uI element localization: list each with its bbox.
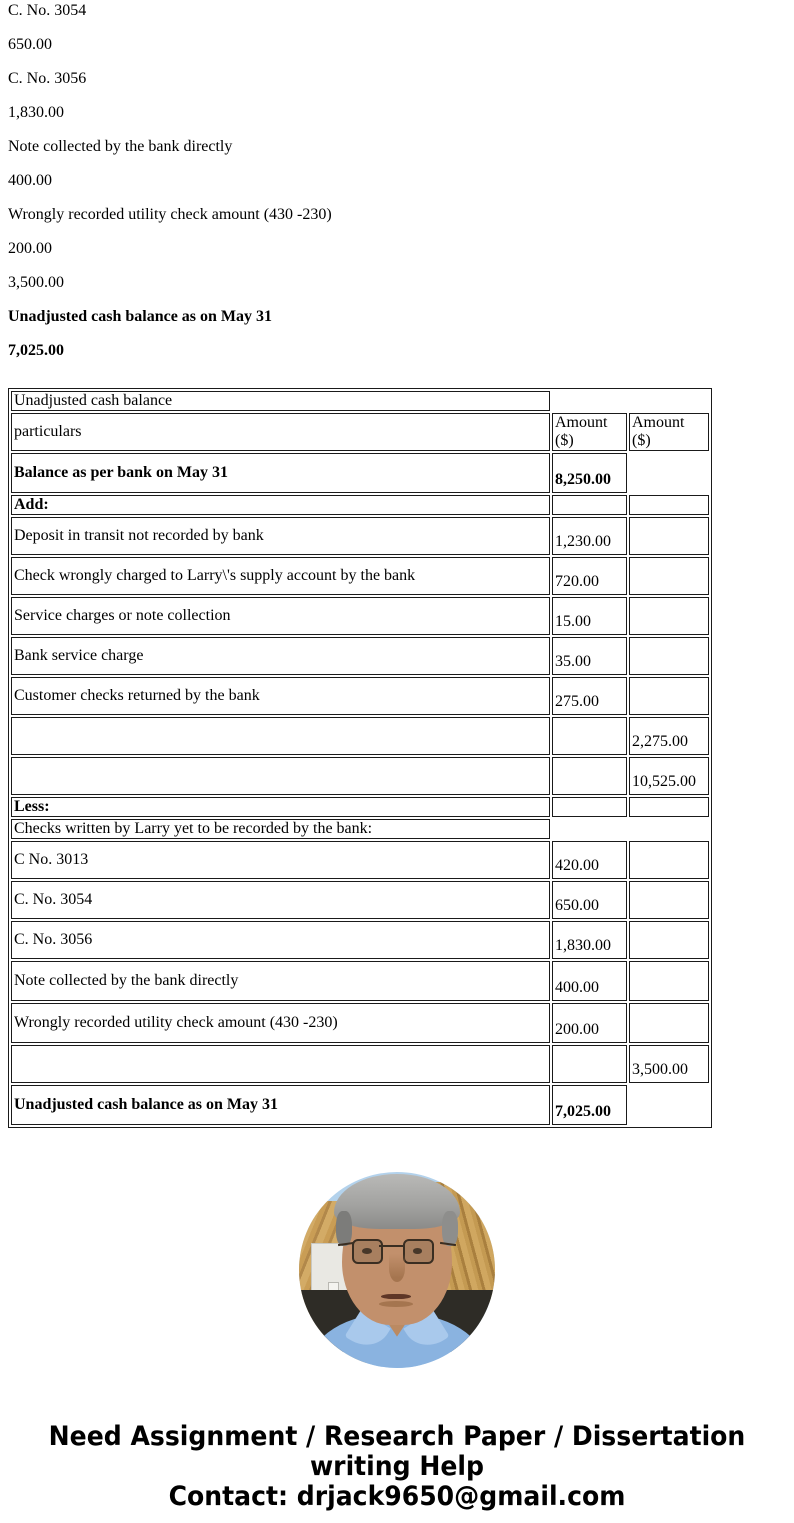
amount1-cell: 35.00 bbox=[552, 637, 627, 675]
text-line: 200.00 bbox=[8, 240, 52, 257]
glasses-left-lens bbox=[352, 1239, 383, 1265]
text-line-bold: Unadjusted cash balance as on May 31 bbox=[8, 308, 273, 325]
particulars-cell: C. No. 3054 bbox=[11, 881, 550, 919]
table-row bbox=[11, 637, 709, 675]
amount2-cell bbox=[629, 517, 709, 555]
mouth bbox=[381, 1294, 410, 1300]
amount1-cell bbox=[552, 495, 627, 515]
amount2-header-cell: Amount ($) bbox=[629, 413, 709, 451]
amount2-cell bbox=[629, 597, 709, 635]
particulars-cell: Check wrongly charged to Larry\'s supply account by the bank bbox=[11, 557, 550, 595]
table-row bbox=[11, 391, 709, 411]
amount2-cell bbox=[629, 961, 709, 1001]
amount2-cell bbox=[629, 841, 709, 879]
particulars-cell: Less: bbox=[11, 797, 550, 817]
particulars-cell: Checks written by Larry yet to be recorded by the bank: bbox=[11, 819, 550, 839]
amount1-cell: 7,025.00 bbox=[552, 1085, 627, 1125]
amount2-cell bbox=[629, 677, 709, 715]
particulars-cell: Balance as per bank on May 31 bbox=[11, 453, 550, 493]
particulars-cell: Unadjusted cash balance as on May 31 bbox=[11, 1085, 550, 1125]
amount1-cell: 650.00 bbox=[552, 881, 627, 919]
table-row bbox=[11, 921, 709, 959]
amount2-cell: 10,525.00 bbox=[629, 757, 709, 795]
subtotal-row bbox=[11, 717, 709, 755]
table-row bbox=[11, 841, 709, 879]
presenter-avatar bbox=[299, 1172, 495, 1368]
amount1-cell: 420.00 bbox=[552, 841, 627, 879]
amount1-cell: 1,830.00 bbox=[552, 921, 627, 959]
text-line: 400.00 bbox=[8, 172, 52, 189]
text-line: 650.00 bbox=[8, 36, 52, 53]
table-row bbox=[11, 557, 709, 595]
particulars-cell bbox=[11, 1045, 550, 1083]
particulars-cell: C No. 3013 bbox=[11, 841, 550, 879]
table-row bbox=[11, 597, 709, 635]
promo-line-2: writing Help bbox=[309, 1451, 485, 1482]
amount1-header-cell: Amount ($) bbox=[552, 413, 627, 451]
amount1-cell: 1,230.00 bbox=[552, 517, 627, 555]
particulars-header-cell: particulars bbox=[11, 413, 550, 451]
text-line: C. No. 3056 bbox=[8, 70, 87, 87]
glasses-bridge bbox=[379, 1245, 403, 1247]
total-row bbox=[11, 1085, 709, 1125]
presenter-photo-wrap bbox=[299, 1172, 495, 1368]
amount1-cell: 15.00 bbox=[552, 597, 627, 635]
amount2-cell bbox=[629, 495, 709, 515]
amount2-cell bbox=[629, 557, 709, 595]
particulars-cell bbox=[11, 717, 550, 755]
amount1-cell bbox=[552, 757, 627, 795]
table-header-row bbox=[11, 413, 709, 451]
footer-promo-block bbox=[35, 1422, 759, 1512]
hair-side-left bbox=[336, 1211, 352, 1246]
table-caption-cell: Unadjusted cash balance bbox=[11, 391, 550, 411]
glasses-right-lens bbox=[403, 1239, 434, 1265]
particulars-cell: Add: bbox=[11, 495, 550, 515]
text-line: 3,500.00 bbox=[8, 274, 64, 291]
table-row bbox=[11, 1003, 709, 1043]
amount2-cell bbox=[629, 921, 709, 959]
table-row bbox=[11, 677, 709, 715]
amount1-cell: 400.00 bbox=[552, 961, 627, 1001]
contact-email-line: Contact: drjack9650@gmail.com bbox=[168, 1481, 626, 1512]
hair-side-right bbox=[442, 1211, 458, 1246]
table-row bbox=[11, 819, 709, 839]
particulars-cell bbox=[11, 757, 550, 795]
amount1-cell: 275.00 bbox=[552, 677, 627, 715]
nose bbox=[389, 1254, 405, 1281]
bank-reconciliation-table bbox=[8, 388, 712, 1128]
subtotal-row bbox=[11, 1045, 709, 1083]
particulars-cell: Customer checks returned by the bank bbox=[11, 677, 550, 715]
amount1-cell bbox=[552, 1045, 627, 1083]
amount2-cell bbox=[629, 881, 709, 919]
subtotal-row bbox=[11, 757, 709, 795]
table-row bbox=[11, 517, 709, 555]
table-row bbox=[11, 881, 709, 919]
top-text-block bbox=[8, 0, 786, 360]
amount1-cell bbox=[552, 797, 627, 817]
amount1-cell: 8,250.00 bbox=[552, 453, 627, 493]
particulars-cell: Note collected by the bank directly bbox=[11, 961, 550, 1001]
text-line: Note collected by the bank directly bbox=[8, 138, 233, 155]
table-row bbox=[11, 453, 709, 493]
amount2-cell bbox=[629, 637, 709, 675]
particulars-cell: Service charges or note collection bbox=[11, 597, 550, 635]
amount2-cell bbox=[629, 797, 709, 817]
text-line-bold: 7,025.00 bbox=[8, 342, 64, 359]
table-row bbox=[11, 961, 709, 1001]
amount1-cell: 720.00 bbox=[552, 557, 627, 595]
text-line: 1,830.00 bbox=[8, 104, 64, 121]
amount1-cell bbox=[552, 717, 627, 755]
promo-line-1: Need Assignment / Research Paper / Dissertation bbox=[48, 1421, 746, 1452]
table-row bbox=[11, 797, 709, 817]
text-line: C. No. 3054 bbox=[8, 2, 87, 19]
particulars-cell: C. No. 3056 bbox=[11, 921, 550, 959]
particulars-cell: Wrongly recorded utility check amount (430 -230) bbox=[11, 1003, 550, 1043]
amount1-cell: 200.00 bbox=[552, 1003, 627, 1043]
particulars-cell: Bank service charge bbox=[11, 637, 550, 675]
particulars-cell: Deposit in transit not recorded by bank bbox=[11, 517, 550, 555]
amount2-cell: 2,275.00 bbox=[629, 717, 709, 755]
text-line: Wrongly recorded utility check amount (430 -230) bbox=[8, 206, 332, 223]
amount2-cell bbox=[629, 1003, 709, 1043]
table-row bbox=[11, 495, 709, 515]
amount2-cell: 3,500.00 bbox=[629, 1045, 709, 1083]
